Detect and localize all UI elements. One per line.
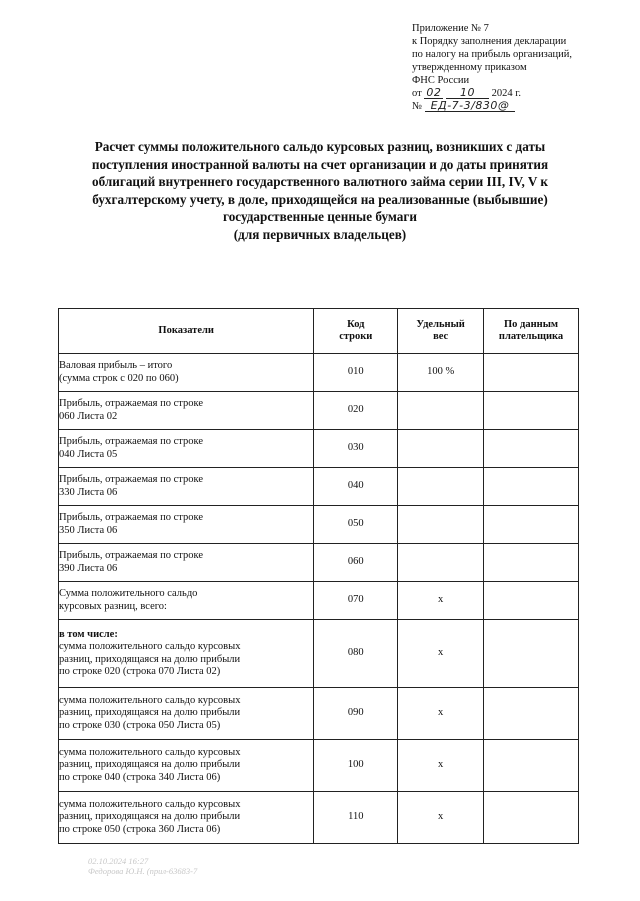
indicator-line: по строке 040 (строка 340 Листа 06) (59, 771, 221, 783)
table-row (59, 688, 579, 740)
approval-block (412, 22, 632, 113)
table-row (59, 506, 579, 544)
row-weight (398, 392, 484, 430)
row-payer-value[interactable] (484, 792, 579, 844)
table-row (59, 354, 579, 392)
indicator-line: 040 Листа 05 (59, 448, 118, 460)
indicator-line: сумма положительного сальдо курсовых (59, 746, 241, 758)
header-payer-data (484, 309, 579, 354)
indicator-line: сумма положительного сальдо курсовых (59, 694, 241, 706)
approval-number (412, 100, 632, 113)
header-code (314, 309, 398, 354)
row-code: 020 (314, 392, 398, 430)
row-payer-value[interactable] (484, 688, 579, 740)
approval-line: утвержденному приказом (412, 62, 527, 73)
row-payer-value[interactable] (484, 430, 579, 468)
row-code: 100 (314, 740, 398, 792)
table-row (59, 620, 579, 688)
title-line: бухгалтерскому учету, в доле, приходящейся на реализованные (выбывшие) (92, 191, 548, 207)
indicator-line: 330 Листа 06 (59, 486, 118, 498)
title-line: Расчет суммы положительного сальдо курсовых разниц, возникших с даты (94, 139, 546, 154)
footer-line: Федорова Ю.Н. (прил-63683-7 (88, 866, 198, 876)
table-row (59, 740, 579, 792)
row-weight (398, 430, 484, 468)
indicator-line: Валовая прибыль – итого (59, 360, 173, 371)
row-indicator (59, 620, 314, 688)
footer-line: 02.10.2024 16:27 (88, 856, 149, 866)
row-weight (398, 544, 484, 582)
document-title (40, 138, 600, 243)
row-weight (398, 506, 484, 544)
table-header-row (59, 309, 579, 354)
row-weight: х (398, 620, 484, 688)
title-line: облигаций внутреннего государственного валютного займа серии III, IV, V к (91, 174, 548, 189)
row-code: 060 (314, 544, 398, 582)
table-row (59, 544, 579, 582)
header-code-line: строки (339, 331, 373, 342)
row-indicator (59, 468, 314, 506)
header-payer-line: По данным (504, 318, 559, 330)
date-month: 10 (446, 87, 489, 99)
indicator-line: по строке 030 (строка 050 Листа 05) (59, 719, 221, 731)
approval-line: ФНС России (412, 75, 470, 86)
indicator-line: Прибыль, отражаемая по строке (59, 436, 204, 447)
header-weight (398, 309, 484, 354)
indicator-line: сумма положительного сальдо курсовых (59, 641, 241, 652)
header-payer-line: плательщика (498, 331, 564, 342)
calculation-table (58, 308, 579, 844)
title-line: (для первичных владельцев) (233, 226, 407, 242)
title-line: поступления иностранной валюты на счет организации и до даты принятия (91, 156, 549, 172)
table-row (59, 430, 579, 468)
table-row (59, 582, 579, 620)
row-code: 080 (314, 620, 398, 688)
header-code-line: Код (347, 318, 365, 330)
row-code: 070 (314, 582, 398, 620)
row-indicator (59, 544, 314, 582)
row-weight: х (398, 740, 484, 792)
indicator-line: курсовых разниц, всего: (59, 600, 167, 612)
row-code: 090 (314, 688, 398, 740)
indicator-line: разниц, приходящаяся на долю прибыли (59, 707, 241, 719)
row-weight: х (398, 688, 484, 740)
indicator-line: разниц, приходящаяся на долю прибыли (59, 759, 241, 771)
row-payer-value[interactable] (484, 740, 579, 792)
approval-line: по налогу на прибыль организаций, (412, 49, 572, 60)
indicator-line: 350 Листа 06 (59, 524, 118, 536)
row-payer-value[interactable] (484, 620, 579, 688)
indicator-line: Сумма положительного сальдо (59, 588, 198, 599)
row-code: 050 (314, 506, 398, 544)
date-prefix: от (412, 88, 422, 99)
indicator-line: разниц, приходящаяся на долю прибыли (59, 811, 241, 823)
indicator-line: Прибыль, отражаемая по строке (59, 474, 204, 485)
number-prefix: № (412, 101, 423, 112)
row-code: 040 (314, 468, 398, 506)
footer-stamp (88, 856, 197, 876)
indicator-line: (сумма строк с 020 по 060) (59, 372, 179, 384)
date-year: 2024 г. (491, 88, 521, 99)
table-row (59, 792, 579, 844)
header-weight-line: Удельный (416, 318, 465, 330)
table-row (59, 392, 579, 430)
indicator-line: по строке 050 (строка 360 Листа 06) (59, 823, 221, 835)
including-label: в том числе: (59, 628, 118, 640)
row-payer-value[interactable] (484, 354, 579, 392)
row-payer-value[interactable] (484, 506, 579, 544)
indicator-line: сумма положительного сальдо курсовых (59, 798, 241, 810)
row-payer-value[interactable] (484, 544, 579, 582)
header-weight-line: вес (433, 331, 449, 342)
row-weight: х (398, 792, 484, 844)
row-indicator (59, 506, 314, 544)
row-indicator (59, 392, 314, 430)
row-weight: 100 % (398, 354, 484, 392)
row-payer-value[interactable] (484, 468, 579, 506)
header-indicators: Показатели (59, 309, 314, 354)
table-row (59, 468, 579, 506)
approval-line: к Порядку заполнения декларации (412, 36, 567, 47)
row-weight: х (398, 582, 484, 620)
row-payer-value[interactable] (484, 582, 579, 620)
indicator-line: Прибыль, отражаемая по строке (59, 512, 204, 523)
row-indicator (59, 688, 314, 740)
indicator-line: Прибыль, отражаемая по строке (59, 550, 204, 561)
row-code: 030 (314, 430, 398, 468)
indicator-line: Прибыль, отражаемая по строке (59, 398, 204, 409)
row-indicator (59, 354, 314, 392)
indicator-line: 390 Листа 06 (59, 562, 118, 574)
row-code: 010 (314, 354, 398, 392)
row-indicator (59, 740, 314, 792)
number-value: ЕД-7-3/830@ (425, 100, 516, 112)
row-indicator (59, 430, 314, 468)
date-day: 02 (426, 86, 442, 99)
title-line: государственные ценные бумаги (223, 209, 417, 224)
row-code: 110 (314, 792, 398, 844)
indicator-line: 060 Листа 02 (59, 410, 118, 422)
indicator-line: по строке 020 (строка 070 Листа 02) (59, 666, 221, 677)
indicator-line: разниц, приходящаяся на долю прибыли (59, 653, 241, 665)
row-indicator (59, 582, 314, 620)
row-indicator (59, 792, 314, 844)
approval-line: Приложение № 7 (412, 23, 489, 34)
row-payer-value[interactable] (484, 392, 579, 430)
row-weight (398, 468, 484, 506)
